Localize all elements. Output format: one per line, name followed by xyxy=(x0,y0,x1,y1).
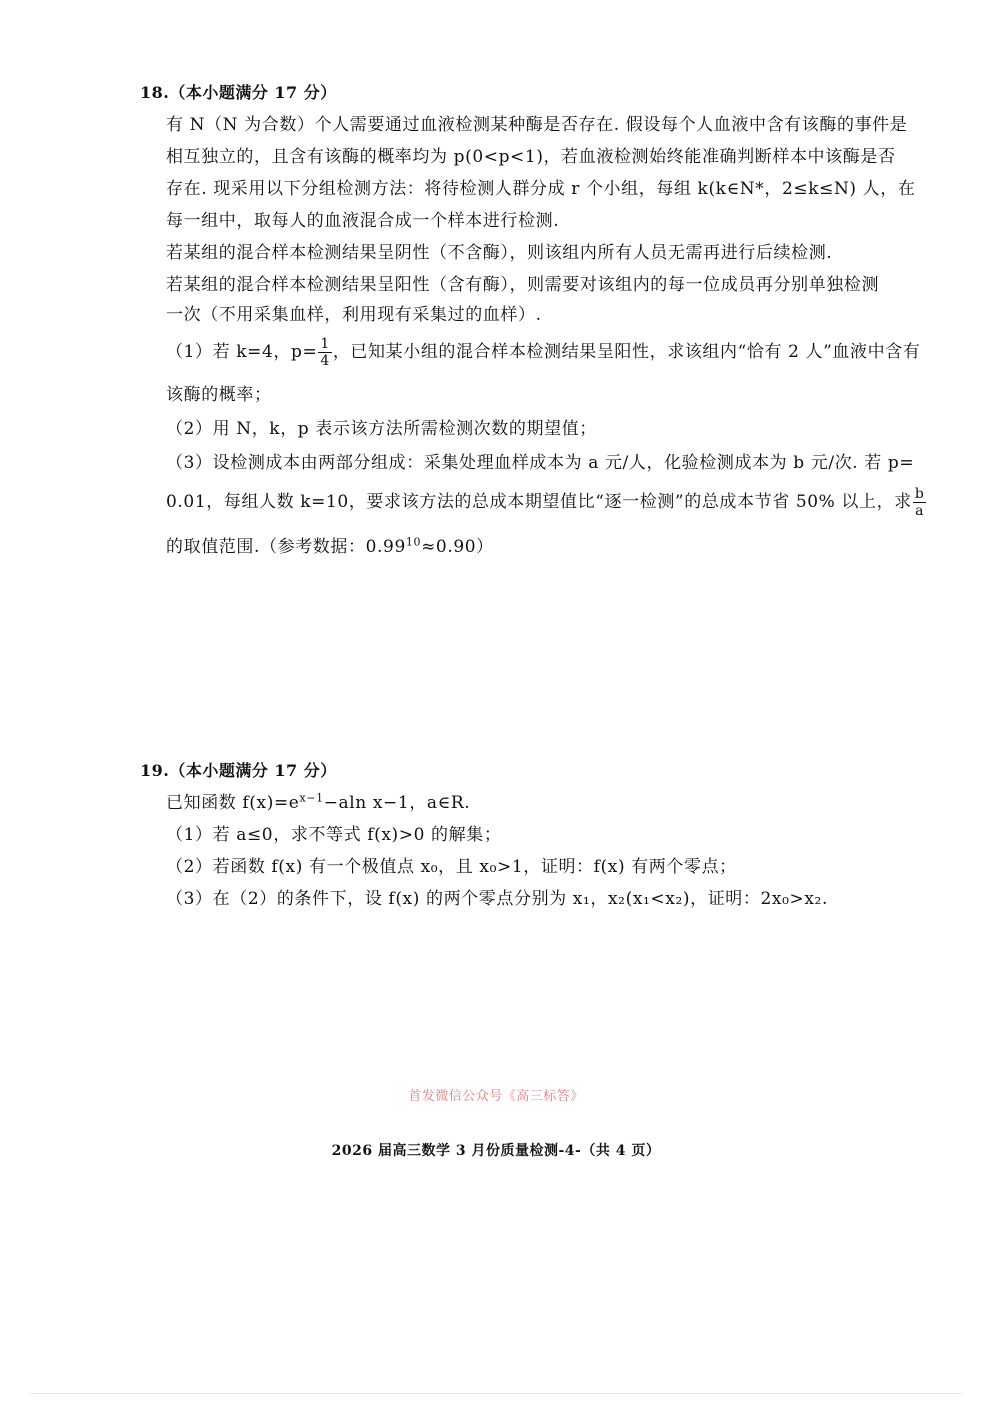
q19-exponent: x−1 xyxy=(299,791,324,805)
fraction-numerator: 1 xyxy=(320,336,330,352)
q18-line-6: 若某组的混合样本检测结果呈阳性（含有酶），则需要对该组内的每一位成员再分别单独检测 xyxy=(166,275,880,295)
q18-line-7: 一次（不用采集血样，利用现有采集过的血样）. xyxy=(166,305,542,325)
q19-part3-line: （3）在（2）的条件下，设 f(x) 的两个零点分别为 x₁，x₂(x₁<x₂)，证明：2x₀>x₂. xyxy=(166,889,828,909)
q19-line-1 xyxy=(166,788,470,813)
q18-part3-text-b: 0.01，每组人数 k=10，要求该方法的总成本期望值比“逐一检测”的总成本节省 50% 以上，求 xyxy=(166,492,912,512)
q19-part2-line: （2）若函数 f(x) 有一个极值点 x₀，且 x₀>1，证明：f(x) 有两个零点； xyxy=(166,857,737,877)
q18-header: 18.（本小题满分 17 分） xyxy=(140,83,337,102)
q19-header: 19.（本小题满分 17 分） xyxy=(140,761,337,780)
q18-line-4: 每一组中，取每人的血液混合成一个样本进行检测. xyxy=(166,211,560,231)
q18-part1-line xyxy=(166,336,920,369)
q18-part3-line-1: （3）设检测成本由两部分组成：采集处理血样成本为 a 元/人，化验检测成本为 b 元/次. 若 p= xyxy=(166,453,915,473)
q18-part1-line-2: 该酶的概率； xyxy=(166,385,272,405)
q18-line-1: 有 N（N 为合数）个人需要通过血液检测某种酶是否存在. 假设每个人血液中含有该酶的事件是 xyxy=(166,115,908,135)
q18-line-2: 相互独立的，且含有该酶的概率均为 p(0<p<1)，若血液检测始终能准确判断样本中该酶是否 xyxy=(166,147,896,167)
watermark-text: 首发微信公众号《高三标答》 xyxy=(408,1089,584,1104)
bottom-divider xyxy=(30,1393,962,1394)
q18-part3-exponent: 10 xyxy=(405,535,422,549)
q18-part2-line: （2）用 N，k，p 表示该方法所需检测次数的期望值； xyxy=(166,419,597,439)
q18-part3-fraction xyxy=(913,486,927,519)
fraction-numerator: b xyxy=(914,486,925,502)
fraction-denominator: 4 xyxy=(320,353,330,369)
q18-line-5: 若某组的混合样本检测结果呈阴性（不含酶），则该组内所有人员无需再进行后续检测. xyxy=(166,243,833,263)
q19-text-a: 已知函数 f(x)=e xyxy=(166,793,300,813)
q18-part1-fraction xyxy=(318,336,332,369)
page-footer: 2026 届高三数学 3 月份质量检测-4-（共 4 页） xyxy=(331,1143,661,1159)
q18-part1-text-a: （1）若 k=4，p= xyxy=(166,342,318,362)
q19-text-b: −aln x−1，a∈R. xyxy=(323,793,471,813)
q18-line-3: 存在. 现采用以下分组检测方法：将待检测人群分成 r 个小组，每组 k(k∈N*，2≤k≤N) 人，在 xyxy=(166,179,916,199)
q18-part3-line-3 xyxy=(166,532,494,557)
q18-part1-text-b: ，已知某小组的混合样本检测结果呈阳性，求该组内“恰有 2 人”血液中含有 xyxy=(332,342,921,362)
q18-part3-line-2 xyxy=(166,486,927,519)
q19-part1-line: （1）若 a≤0，求不等式 f(x)>0 的解集； xyxy=(166,825,502,845)
q18-part3-text-c1: 的取值范围.（参考数据：0.99 xyxy=(166,537,406,557)
fraction-denominator: a xyxy=(915,503,925,519)
q18-part3-text-c2: ≈0.90） xyxy=(421,537,494,557)
